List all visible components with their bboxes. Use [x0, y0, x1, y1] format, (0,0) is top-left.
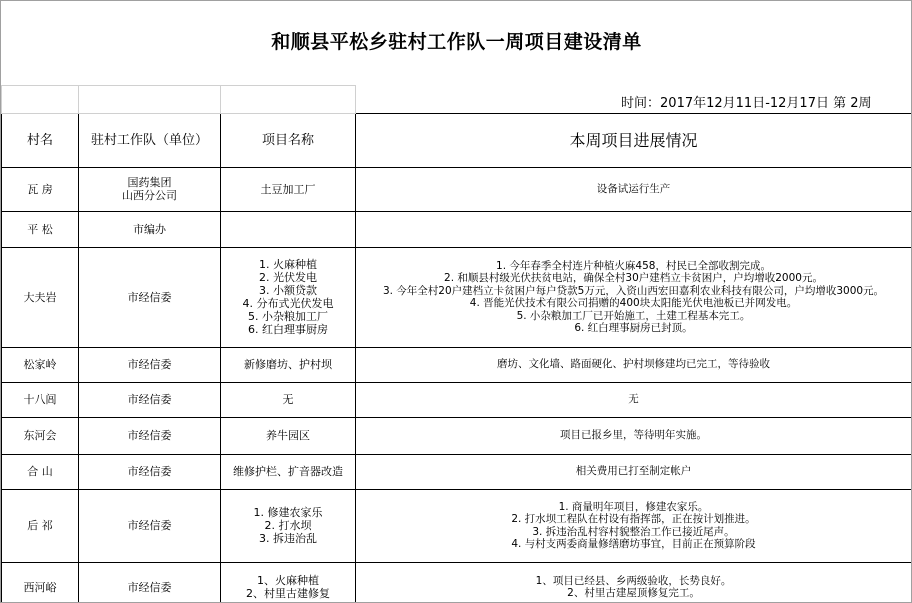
project-line: 维修护栏、扩音器改造: [233, 465, 343, 478]
project-cell: [221, 417, 356, 454]
team-line: 市经信委: [127, 290, 172, 304]
table-row: [2, 562, 912, 603]
project-line: 1、火麻种植: [257, 574, 319, 587]
village-cell: 瓦 房: [2, 167, 79, 211]
project-line: 4. 分布式光伏发电: [242, 297, 334, 310]
table-row: [2, 454, 912, 489]
table-row: [2, 167, 912, 211]
table-row: [2, 417, 912, 454]
progress-line: 1. 商量明年项目，修建农家乐。: [558, 500, 709, 513]
table-row: [2, 382, 912, 417]
progress-line: 5. 小杂粮加工厂已开始施工，土建工程基本完工。: [516, 309, 751, 322]
table-row: [2, 211, 912, 247]
header-project: 项目名称: [221, 113, 356, 167]
project-line: 1. 火麻种植: [259, 258, 317, 271]
team-line: 市经信委: [127, 465, 172, 478]
village-cell: 大夫岩: [2, 247, 79, 347]
village-cell: 平 松: [2, 211, 79, 247]
progress-cell: [356, 211, 912, 247]
project-line: 2. 打水坝: [264, 519, 312, 532]
header-progress: 本周项目进展情况: [356, 113, 912, 167]
project-line: 6. 红白理事厨房: [248, 323, 328, 336]
progress-cell: [356, 382, 912, 417]
project-line: 2. 光伏发电: [259, 271, 317, 284]
progress-cell: [356, 247, 912, 347]
progress-line: 2. 打水坝工程队在村设有指挥部，正在按计划推进。: [511, 513, 756, 525]
date-row: [2, 85, 912, 113]
progress-cell: [356, 489, 912, 562]
project-cell: [221, 211, 356, 247]
team-cell: [79, 454, 221, 489]
title-row: [2, 1, 912, 85]
project-line: 养牛园区: [266, 429, 310, 442]
progress-line: 3. 今年全村20户建档立卡贫困户每户贷款5万元，入资山西宏田嘉利农业科技有限公司，户均增收3000元。: [382, 284, 885, 297]
village-cell: 合 山: [2, 454, 79, 489]
project-table: [1, 1, 912, 603]
team-line: 市经信委: [127, 519, 172, 532]
progress-line: 1. 今年春季全村连片种植火麻458，村民已全部收割完成。: [496, 259, 771, 272]
progress-line: 相关费用已打至制定帐户: [575, 465, 692, 478]
progress-line: 4. 与村支两委商量修缮磨坊事宜，目前正在预算阶段: [511, 538, 756, 550]
team-line: 市编办: [133, 222, 166, 236]
header-village: 村名: [2, 113, 79, 167]
progress-cell: [356, 454, 912, 489]
project-cell: [221, 562, 356, 603]
project-line: 1. 修建农家乐: [253, 506, 323, 519]
team-line: 市经信委: [127, 358, 172, 371]
team-cell: [79, 562, 221, 603]
team-line: 国药集团: [127, 176, 172, 189]
progress-line: 6. 红白理事厨房已封顶。: [574, 322, 693, 334]
project-line: 5. 小杂粮加工厂: [248, 310, 328, 323]
team-line: 山西分公司: [122, 189, 177, 202]
progress-line: 无: [628, 393, 639, 406]
project-line: 3. 拆违治乱: [259, 532, 317, 545]
table-row: [2, 347, 912, 382]
village-cell: 后 祁: [2, 489, 79, 562]
team-cell: [79, 382, 221, 417]
progress-cell: [356, 417, 912, 454]
team-cell: [79, 167, 221, 211]
team-line: 市经信委: [127, 393, 172, 406]
progress-line: 2. 和顺县村级光伏扶贫电站，确保全村30户建档立卡贫困户，户均增收2000元。: [444, 272, 823, 284]
date-line: 时间：2017年12月11日-12月17日 第 2周: [621, 95, 872, 111]
progress-line: 项目已报乡里，等待明年实施。: [560, 429, 707, 442]
progress-line: 3. 拆违治乱村容村貌整治工作已接近尾声。: [532, 525, 735, 538]
village-cell: 西河峪: [2, 562, 79, 603]
team-cell: [79, 489, 221, 562]
village-cell: 松家岭: [2, 347, 79, 382]
page-title: 和顺县平松乡驻村工作队一周项目建设清单: [271, 31, 642, 54]
team-cell: [79, 211, 221, 247]
team-cell: [79, 417, 221, 454]
table-row: [2, 247, 912, 347]
team-cell: [79, 247, 221, 347]
project-line: 土豆加工厂: [260, 182, 316, 196]
project-cell: [221, 489, 356, 562]
project-line: 无: [282, 393, 294, 406]
project-cell: [221, 347, 356, 382]
project-cell: [221, 454, 356, 489]
team-cell: [79, 347, 221, 382]
project-line: 新修磨坊、护村坝: [244, 358, 332, 371]
progress-line: 设备试运行生产: [596, 182, 671, 195]
village-cell: 十八闾: [2, 382, 79, 417]
progress-cell: [356, 562, 912, 603]
header-team: 驻村工作队（单位）: [79, 113, 221, 167]
project-cell: [221, 167, 356, 211]
progress-cell: [356, 347, 912, 382]
progress-line: 1、项目已经县、乡两级验收，长势良好。: [535, 574, 732, 587]
table-row: [2, 489, 912, 562]
progress-line: 磨坊、文化墙、路面硬化、护村坝修建均已完工，等待验收: [497, 358, 770, 371]
project-line: 3. 小额贷款: [259, 284, 317, 297]
team-line: 市经信委: [127, 429, 172, 442]
project-cell: [221, 247, 356, 347]
header-row: [2, 113, 912, 167]
progress-line: 4. 晋能光伏技术有限公司捐赠的400块太阳能光伏电池板已并网发电。: [469, 297, 798, 309]
progress-line: 2、村里古建屋顶修复完工。: [567, 587, 700, 599]
project-line: 2、村里古建修复: [246, 587, 330, 600]
team-line: 市经信委: [127, 580, 172, 594]
village-cell: 东河会: [2, 417, 79, 454]
project-cell: [221, 382, 356, 417]
progress-cell: [356, 167, 912, 211]
